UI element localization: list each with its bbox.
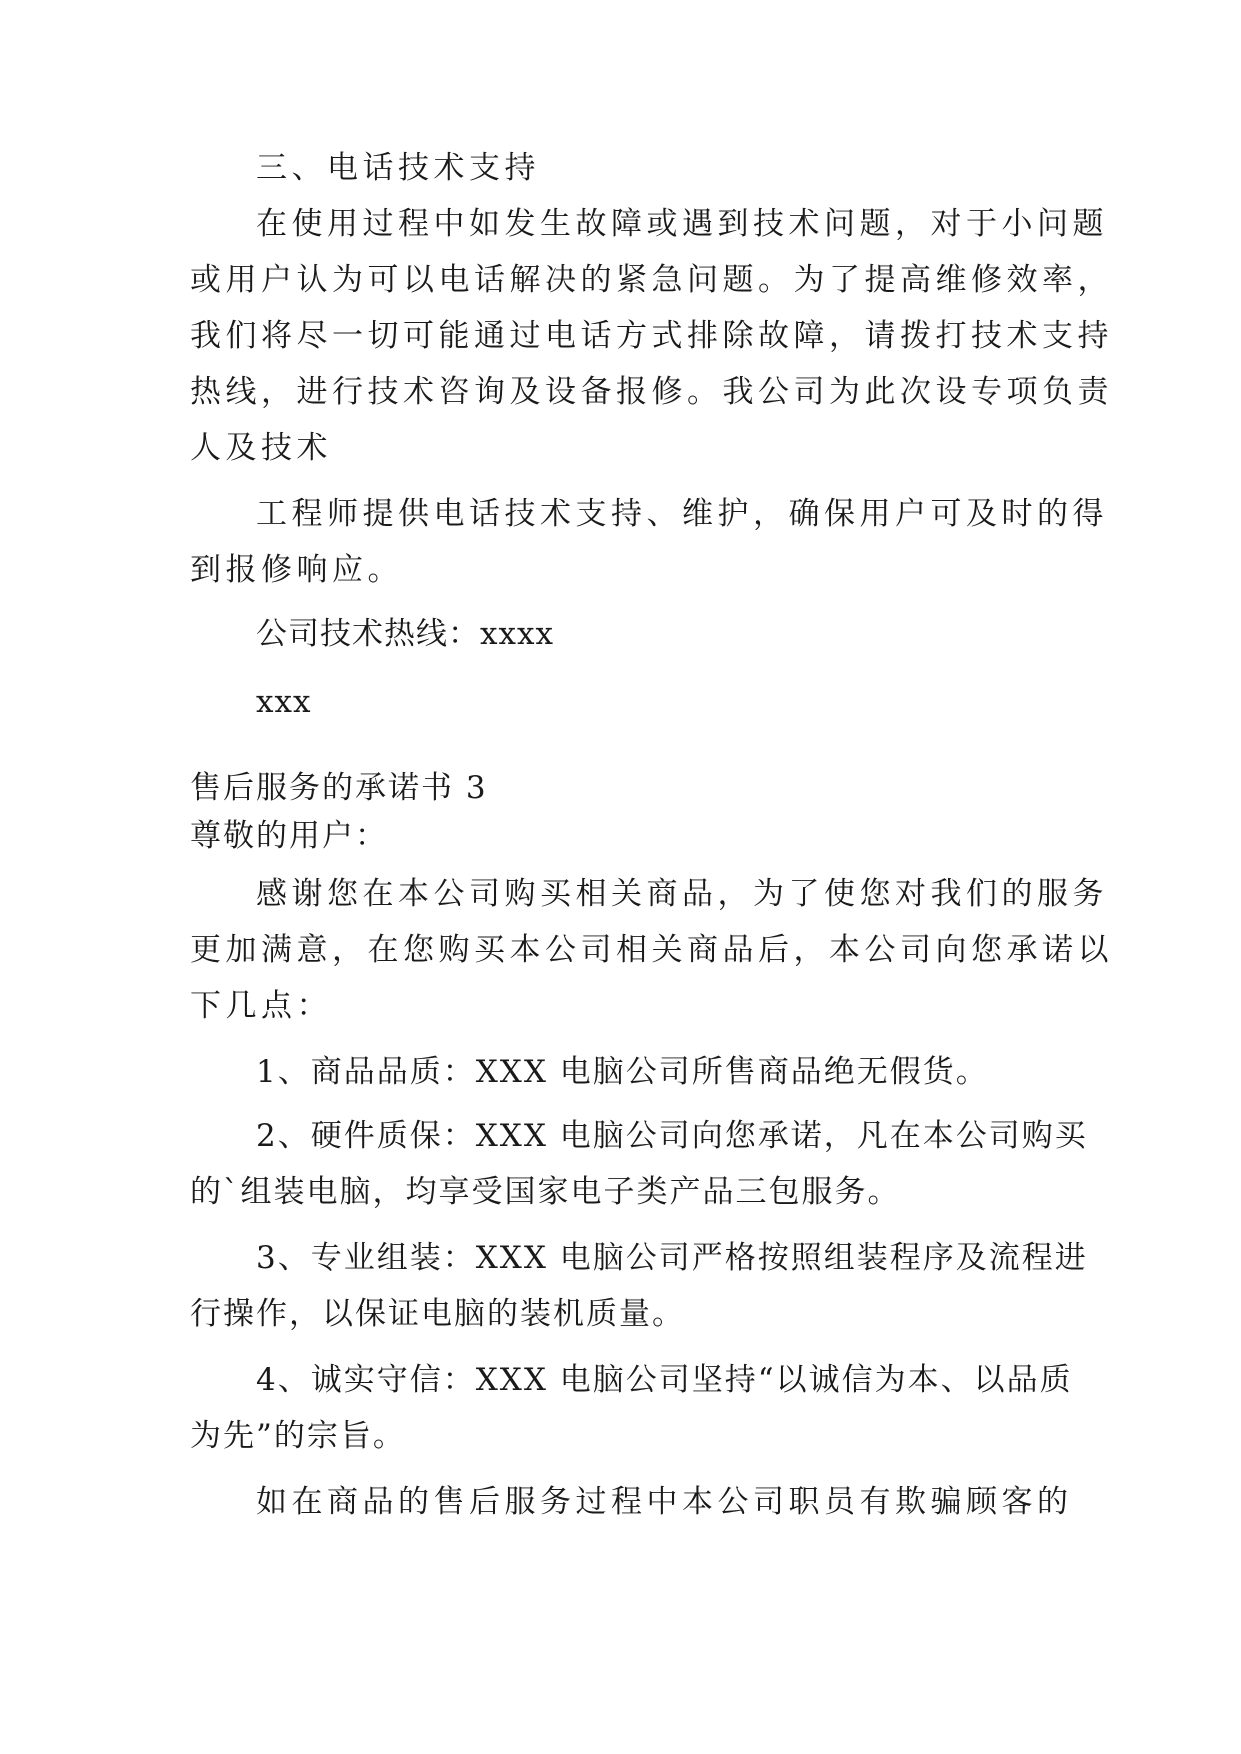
list-item-continuation: 行操作，以保证电脑的装机质量。 [190,1296,685,1332]
document-title: 售后服务的承诺书 3 [190,770,488,806]
paragraph-line: 到报修响应。 [190,552,403,588]
paragraph-line: 或用户认为可以电话解决的紧急问题。为了提高维修效率， [190,262,1113,298]
paragraph-line: 如在商品的售后服务过程中本公司职员有欺骗顾客的 [256,1484,1073,1520]
paragraph-line: 人及技术 [190,430,332,466]
paragraph-line: 在使用过程中如发生故障或遇到技术问题，对于小问题 [256,206,1108,242]
paragraph-line: 更加满意，在您购买本公司相关商品后，本公司向您承诺以 [190,932,1113,968]
list-item: 4、诚实守信：XXX 电脑公司坚持“以诚信为本、以品质 [256,1362,1073,1398]
list-item: 2、硬件质保：XXX 电脑公司向您承诺，凡在本公司购买 [256,1118,1088,1154]
paragraph-line: 下几点： [190,988,332,1024]
list-item: 1、商品品质：XXX 电脑公司所售商品绝无假货。 [256,1054,989,1090]
salutation: 尊敬的用户： [190,818,388,854]
list-item-continuation: 为先”的宗旨。 [190,1418,406,1454]
paragraph-line: 我们将尽一切可能通过电话方式排除故障，请拨打技术支持 [190,318,1113,354]
list-item-continuation: 的`组装电脑，均享受国家电子类产品三包服务。 [190,1174,901,1210]
list-item: 3、专业组装：XXX 电脑公司严格按照组装程序及流程进 [256,1240,1088,1276]
paragraph-line: 热线，进行技术咨询及设备报修。我公司为此次设专项负责 [190,374,1113,410]
paragraph-line: 工程师提供电话技术支持、维护，确保用户可及时的得 [256,496,1108,532]
section-heading: 三、电话技术支持 [256,150,540,186]
hotline-text: 公司技术热线：xxxx [256,616,554,652]
paragraph-line: 感谢您在本公司购买相关商品，为了使您对我们的服务 [256,876,1108,912]
hotline-continuation: xxx [256,684,312,720]
